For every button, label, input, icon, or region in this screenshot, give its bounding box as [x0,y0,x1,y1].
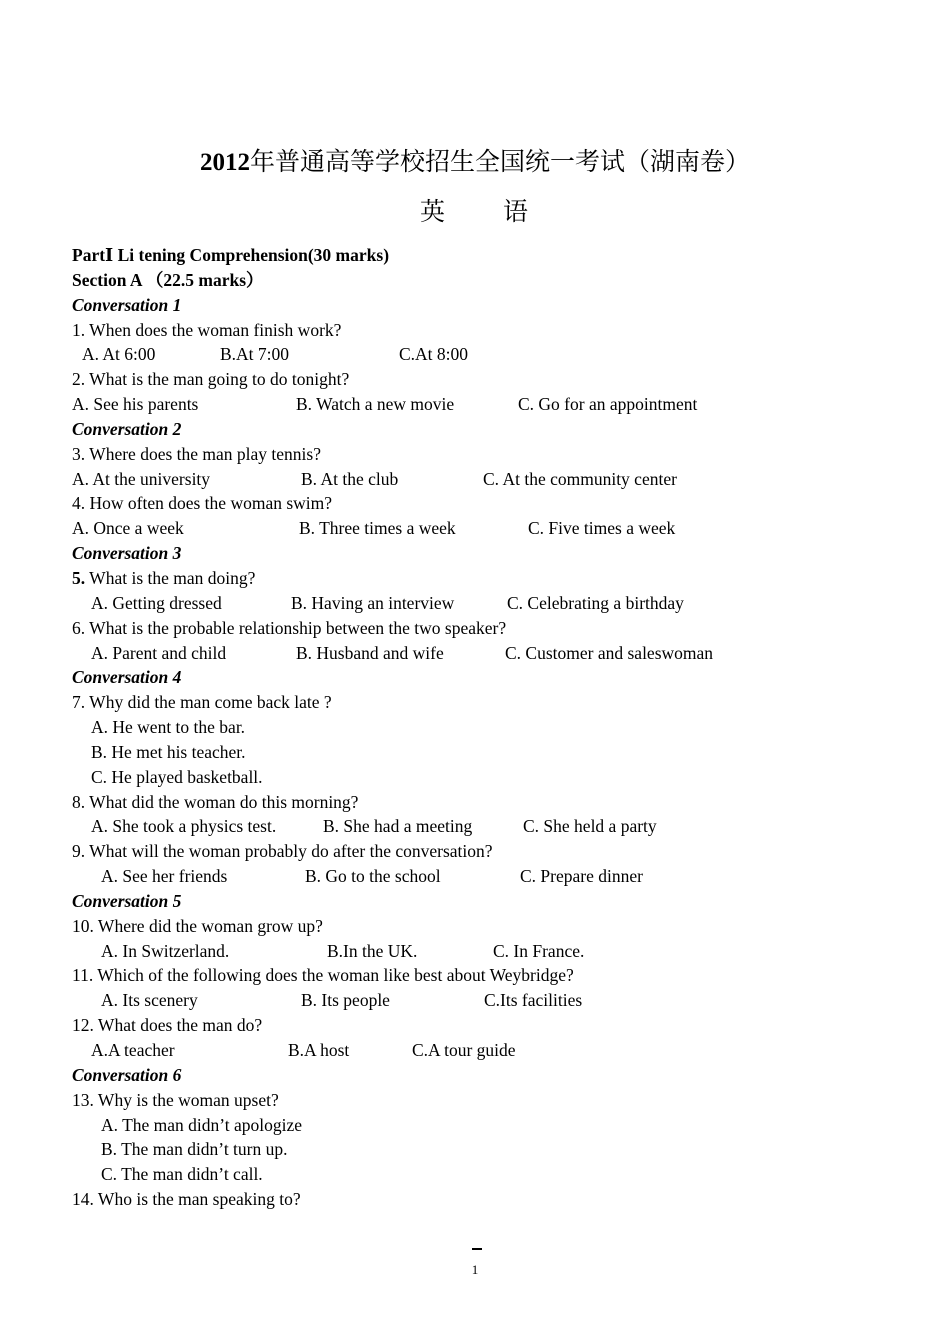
q10-option-b: B.In the UK. [327,940,418,961]
q4-option-c: C. Five times a week [528,518,676,539]
conversation-2-heading: Conversation 2 [72,418,182,439]
q13-option-a: A. The man didn’t apologize [101,1114,303,1135]
q10-option-a: A. In Switzerland. [101,940,230,961]
q11-option-a: A. Its scenery [101,990,198,1011]
exam-content [72,243,892,1212]
question-5-options [72,591,892,616]
question-6-options [72,641,892,666]
question-6: 6. What is the probable relationship between the two speaker? [72,617,507,638]
q11-option-b: B. Its people [301,990,390,1011]
question-9-options [72,864,892,889]
exam-subject [0,198,950,228]
q7-option-b: B. He met his teacher. [91,741,246,762]
question-8-options [72,814,892,839]
question-9: 9. What will the woman probably do after the conversation? [72,841,493,862]
q2-option-c: C. Go for an appointment [518,394,698,415]
footer-dash [472,1248,482,1250]
q12-option-b: B.A host [288,1040,350,1060]
question-11: 11. Which of the following does the woman like best about Weybridge? [72,965,574,986]
question-3: 3. Where does the man play tennis? [72,443,321,464]
q12-option-a: A.A teacher [91,1040,175,1060]
q2-option-b: B. Watch a new movie [296,394,455,415]
question-4: 4. How often does the woman swim? [72,493,333,514]
q1-option-c: C.At 8:00 [399,344,469,365]
conversation-5-heading: Conversation 5 [72,890,182,911]
question-1: 1. When does the woman finish work? [72,319,342,340]
question-13: 13. Why is the woman upset? [72,1089,279,1110]
question-5-number: 5. [72,567,86,588]
q6-option-a: A. Parent and child [91,642,227,663]
q7-option-c: C. He played basketball. [91,766,263,787]
q8-option-c: C. She held a party [523,816,657,837]
subject-char-1: 英 [419,199,447,226]
q4-option-a: A. Once a week [72,518,184,539]
q3-option-c: C. At the community center [483,468,677,489]
q3-option-b: B. At the club [301,468,399,489]
page-number: 1 [471,1262,479,1277]
question-10: 10. Where did the woman grow up? [72,915,323,936]
q2-option-a: A. See his parents [72,394,199,415]
q9-option-c: C. Prepare dinner [520,866,643,887]
q9-option-b: B. Go to the school [305,866,441,887]
q6-option-c: C. Customer and saleswoman [505,642,714,663]
exam-title-text: 年普通高等学校招生全国统一考试（湖南卷） [249,149,750,176]
conversation-4-heading: Conversation 4 [72,667,182,688]
conversation-1-heading: Conversation 1 [72,294,182,315]
exam-title [0,148,950,178]
question-8: 8. What did the woman do this morning? [72,791,359,812]
q12-option-c: C.A tour guide [412,1040,516,1060]
q8-option-b: B. She had a meeting [323,816,473,837]
q1-option-b: B.At 7:00 [220,344,290,365]
q5-option-a: A. Getting dressed [91,592,222,613]
question-1-options [72,342,892,367]
q6-option-b: B. Husband and wife [296,642,444,663]
question-4-options [72,516,892,541]
section-heading: Section A （22.5 marks） [72,269,264,290]
q7-option-a: A. He went to the bar. [91,717,246,738]
q1-option-a: A. At 6:00 [82,344,156,365]
question-14: 14. Who is the man speaking to? [72,1189,301,1210]
q5-option-c: C. Celebrating a birthday [507,592,684,613]
q9-option-a: A. See her friends [101,866,228,887]
question-3-options [72,467,892,492]
question-7: 7. Why did the man come back late ? [72,692,332,713]
exam-year: 2012 [199,149,250,176]
question-5 [72,566,892,591]
question-5-text: What is the man doing? [85,567,256,588]
q5-option-b: B. Having an interview [291,592,455,613]
q10-option-c: C. In France. [493,940,585,961]
question-10-options [72,939,892,964]
q11-option-c: C.Its facilities [484,990,583,1011]
q3-option-a: A. At the university [72,468,211,489]
question-12-options [72,1038,892,1063]
conversation-3-heading: Conversation 3 [72,543,182,564]
q8-option-a: A. She took a physics test. [91,816,277,837]
q4-option-b: B. Three times a week [299,518,456,539]
question-11-options [72,988,892,1013]
conversation-6-heading: Conversation 6 [72,1064,182,1085]
subject-char-2: 语 [503,199,531,226]
q13-option-b: B. The man didn’t turn up. [101,1139,288,1160]
q13-option-c: C. The man didn’t call. [101,1164,263,1185]
question-2: 2. What is the man going to do tonight? [72,369,350,390]
question-12: 12. What does the man do? [72,1015,263,1036]
part-heading: PartⅠ Li tening Comprehension(30 marks) [72,245,390,265]
question-2-options [72,392,892,417]
